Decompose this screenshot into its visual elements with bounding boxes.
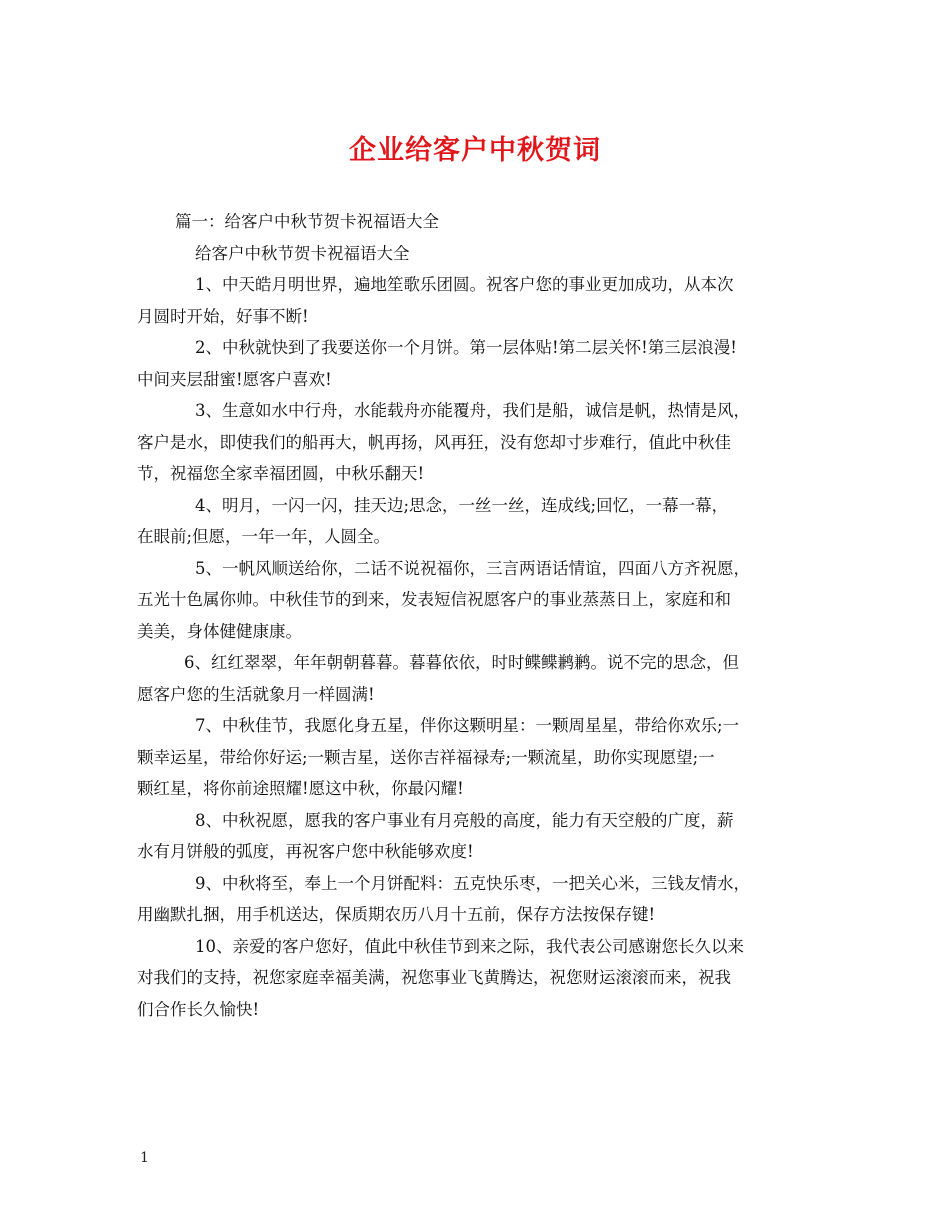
paragraph-2 xyxy=(137,332,827,395)
section-heading-text: 篇一：给客户中秋节贺卡祝福语大全 xyxy=(175,212,439,231)
paragraph-line: 中间夹层甜蜜!愿客户喜欢! xyxy=(137,369,332,389)
paragraph-line: 水有月饼般的弧度，再祝客户您中秋能够欢度! xyxy=(137,842,474,861)
document-body xyxy=(137,206,827,1025)
paragraph-line: 6、红红翠翠，年年朝朝暮暮。暮暮依依，时时鲽鲽鹣鹣。说不完的思念，但 xyxy=(184,653,739,672)
paragraph-line: 美美，身体健健康康。 xyxy=(137,621,302,641)
paragraph-line: 月圆时开始，好事不断! xyxy=(137,306,309,326)
document-title: 企业给客户中秋贺词 xyxy=(349,135,601,166)
paragraph-line: 4、明月，一闪一闪，挂天边;思念，一丝一丝，连成线;回忆，一幕一幕， xyxy=(195,495,729,515)
paragraph-line: 3、生意如水中行舟，水能载舟亦能覆舟，我们是船，诚信是帆，热情是风， xyxy=(195,401,750,420)
paragraph-8 xyxy=(137,805,827,868)
paragraph-line: 7、中秋佳节，我愿化身五星，伴你这颗明星：一颗周星星，带给你欢乐;一 xyxy=(195,716,740,735)
paragraph-line: 对我们的支持，祝您家庭幸福美满，祝您事业飞黄腾达，祝您财运滚滚而来，祝我 xyxy=(137,968,731,987)
subheading xyxy=(137,238,827,270)
paragraph-line: 客户是水，即使我们的船再大，帆再扬，风再狂，没有您却寸步难行，值此中秋佳 xyxy=(137,432,731,452)
paragraph-line: 用幽默扎捆，用手机送达，保质期农历八月十五前，保存方法按保存键! xyxy=(137,905,656,924)
paragraph-line: 1、中天皓月明世界，遍地笙歌乐团圆。祝客户您的事业更加成功，从本次 xyxy=(195,275,734,294)
paragraph-line: 10、亲爱的客户您好，值此中秋佳节到来之际，我代表公司感谢您长久以来 xyxy=(195,936,744,956)
paragraph-10 xyxy=(137,931,827,1026)
paragraph-1 xyxy=(137,269,827,332)
subheading-text: 给客户中秋节贺卡祝福语大全 xyxy=(195,243,410,263)
paragraph-9 xyxy=(137,868,827,931)
paragraph-line: 愿客户您的生活就象月一样圆满! xyxy=(137,684,375,704)
paragraph-line: 在眼前;但愿，一年一年，人圆全。 xyxy=(137,527,391,546)
paragraph-3 xyxy=(137,395,827,490)
paragraph-4 xyxy=(137,490,827,553)
paragraph-line: 们合作长久愉快! xyxy=(137,999,260,1019)
section-heading xyxy=(137,206,827,238)
paragraph-line: 5、一帆风顺送给你，二话不说祝福你，三言两语话情谊，四面八方齐祝愿， xyxy=(195,558,750,578)
page-number: 1 xyxy=(140,1150,149,1166)
paragraph-5 xyxy=(137,553,827,648)
paragraph-line: 节，祝福您全家幸福团圆，中秋乐翻天! xyxy=(137,464,425,483)
paragraph-line: 9、中秋将至，奉上一个月饼配料：五克快乐枣，一把关心米，三钱友情水， xyxy=(195,873,750,893)
paragraph-6 xyxy=(137,647,827,710)
paragraph-line: 颗幸运星，带给你好运;一颗吉星，送你吉祥福禄寿;一颗流星，助你实现愿望;一 xyxy=(137,747,715,767)
paragraph-line: 8、中秋祝愿，愿我的客户事业有月亮般的高度，能力有天空般的广度，薪 xyxy=(195,810,734,830)
paragraph-line: 2、中秋就快到了我要送你一个月饼。第一层体贴!第二层关怀!第三层浪漫! xyxy=(195,338,737,357)
paragraph-line: 五光十色属你帅。中秋佳节的到来，发表短信祝愿客户的事业蒸蒸日上，家庭和和 xyxy=(137,590,731,609)
paragraph-7 xyxy=(137,710,827,805)
paragraph-line: 颗红星，将你前途照耀!愿这中秋，你最闪耀! xyxy=(137,779,464,798)
